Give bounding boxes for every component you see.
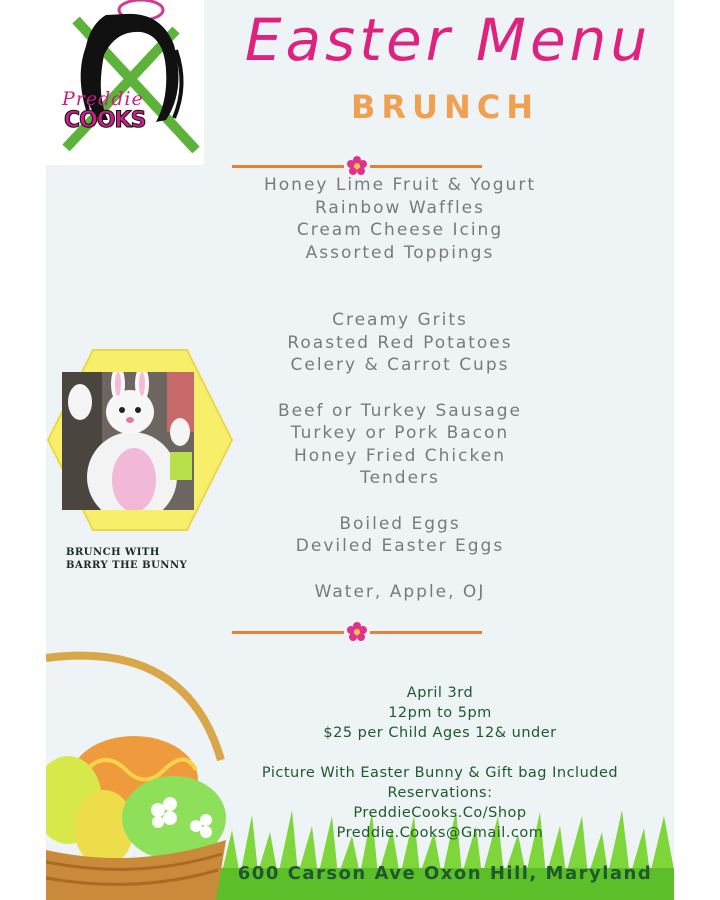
flower-icon	[346, 622, 368, 642]
menu-list	[200, 174, 600, 603]
menu-item: Cream Cheese Icing	[296, 220, 504, 240]
menu-item: Beef or Turkey Sausage	[278, 400, 522, 421]
event-time: 12pm to 5pm	[388, 705, 492, 721]
photo-caption	[66, 546, 187, 572]
email-link[interactable]: Preddie.Cooks@Gmail.com	[336, 825, 544, 841]
menu-item: Creamy Grits	[332, 310, 468, 330]
menu-item: Deviled Easter Eggs	[295, 536, 505, 556]
menu-item: Honey Fried Chicken	[294, 445, 506, 466]
menu-item: Water, Apple, OJ	[314, 581, 486, 602]
menu-item: Boiled Eggs	[339, 513, 461, 534]
easter-bunny-photo	[62, 372, 194, 510]
menu-item: Rainbow Waffles	[314, 197, 485, 218]
page-title: Easter Menu	[244, 6, 652, 74]
chef-silhouette-icon	[46, 0, 204, 165]
flower-icon	[346, 156, 368, 176]
menu-item: Celery & Carrot Cups	[290, 355, 510, 375]
menu-item: Turkey or Pork Bacon	[290, 423, 510, 443]
event-address: 600 Carson Ave Oxon Hill, Maryland	[237, 863, 653, 884]
event-info	[220, 683, 660, 843]
divider-top	[232, 156, 482, 176]
reservations-label: Reservations:	[387, 785, 493, 801]
menu-item: Honey Lime Fruit & Yogurt	[263, 175, 536, 195]
caption-line: BARRY THE BUNNY	[66, 560, 188, 571]
divider-bottom	[232, 622, 482, 642]
website-link[interactable]: PreddieCooks.Co/Shop	[353, 805, 527, 821]
caption-line: BRUNCH WITH	[66, 547, 160, 558]
menu-item: Assorted Toppings	[305, 242, 495, 263]
preddie-cooks-logo	[46, 0, 204, 165]
event-price: $25 per Child Ages 12& under	[323, 725, 557, 741]
logo-text-cooks: COOKS	[64, 108, 146, 133]
event-date: April 3rd	[406, 685, 474, 701]
menu-item: Roasted Red Potatoes	[287, 332, 513, 353]
event-included: Picture With Easter Bunny & Gift bag Included	[261, 765, 619, 781]
easter-egg-icon	[46, 736, 226, 866]
logo-text-preddie: Preddie	[62, 88, 144, 110]
menu-item: Tenders	[360, 468, 440, 488]
page-subtitle: BRUNCH	[350, 88, 540, 126]
